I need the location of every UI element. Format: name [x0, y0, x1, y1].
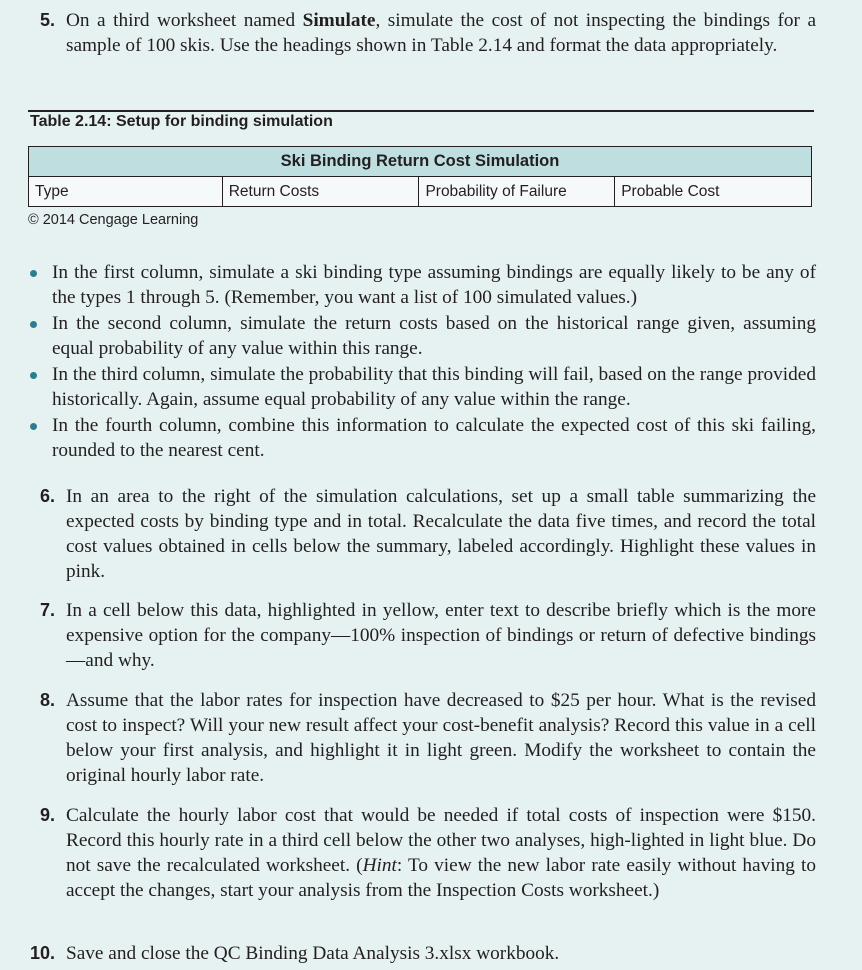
table-caption: Table 2.14: Setup for binding simulation: [30, 113, 333, 130]
table-title-row: [29, 147, 812, 177]
step-text-part: : To view the new labor rate easily without having to accept the changes, start your analysis from the Inspection Costs worksheet.): [66, 855, 816, 901]
bullet-text: In the second column, simulate the return costs based on the historical range given, assuming equal probability of any value within this range.: [52, 313, 816, 359]
bullet-dot-icon: [30, 423, 37, 430]
table-title: Ski Binding Return Cost Simulation: [29, 147, 812, 177]
step-10: [0, 941, 776, 966]
column-header-type: Type: [29, 177, 223, 207]
copyright-notice: © 2014 Cengage Learning: [28, 212, 199, 228]
step-text: In an area to the right of the simulation calculations, set up a small table summarizing the expected costs by binding type and in total. Recalculate the data five times, and record the total cost values obtained in cells below the summary, labeled accordingly. Highlight these values in pink.: [66, 486, 816, 582]
bullet-text: In the third column, simulate the probability that this binding will fail, based on the range provided historically. Again, assume equal probability of any value within the range.: [52, 364, 816, 410]
step-8: [40, 688, 816, 788]
column-header-probable-cost: Probable Cost: [615, 177, 812, 207]
list-item: [30, 413, 816, 463]
step-number: 10.: [30, 943, 56, 963]
step-number: 8.: [40, 690, 56, 710]
bullet-list: [30, 260, 816, 464]
step-number: 5.: [40, 10, 56, 30]
table-top-rule: [28, 110, 814, 112]
step-9: [40, 803, 816, 903]
step-text-part: On a third worksheet named: [66, 10, 303, 31]
step-number: 6.: [40, 486, 56, 506]
bullet-dot-icon: [30, 321, 37, 328]
step-number: 9.: [40, 805, 56, 825]
hint-label: Hint: [362, 855, 397, 876]
step-text: [66, 8, 816, 58]
step-text-part: , simulate the cost of not inspecting the bindings for a sample of 100 skis. Use the headings shown in Table 2.14 and format the data appropriately.: [66, 10, 816, 56]
step-text: Assume that the labor rates for inspection have decreased to $25 per hour. What is the revised cost to inspect? Will your new result affect your cost-benefit analysis? Record this value in a cell below your first analysis, and highlight it in light green. Modify the worksheet to contain the original hourly labor rate.: [66, 690, 816, 786]
step-text-part: Calculate the hourly labor cost that would be needed if total costs of inspection were $150. Record this hourly rate in a third cell below the other two analyses, high-lighted in light blue. Do not save the recalculated worksheet. (: [66, 805, 816, 876]
step-6: [40, 484, 816, 584]
column-header-probability-of-failure: Probability of Failure: [419, 177, 615, 207]
simulation-setup-table: [28, 146, 812, 207]
bullet-text: In the fourth column, combine this information to calculate the expected cost of this ski failing, rounded to the nearest cent.: [52, 415, 816, 461]
table-header-row: [29, 177, 812, 207]
column-header-return-costs: Return Costs: [222, 177, 419, 207]
list-item: [30, 362, 816, 412]
bullet-dot-icon: [30, 270, 37, 277]
bullet-text: In the first column, simulate a ski binding type assuming bindings are equally likely to be any of the types 1 through 5. (Remember, you want a list of 100 simulated values.): [52, 262, 816, 308]
step-text: [66, 803, 816, 903]
step-7: [40, 598, 816, 673]
step-5: [40, 8, 816, 58]
sheet-name: Simulate: [302, 10, 376, 31]
list-item: [30, 260, 816, 310]
step-number: 7.: [40, 600, 56, 620]
step-text: In a cell below this data, highlighted in yellow, enter text to describe briefly which is the more expensive option for the company—100% inspection of bindings or return of defective bindings—and why.: [66, 600, 816, 671]
list-item: [30, 311, 816, 361]
bullet-dot-icon: [30, 372, 37, 379]
step-text: Save and close the QC Binding Data Analysis 3.xlsx workbook.: [66, 943, 560, 964]
